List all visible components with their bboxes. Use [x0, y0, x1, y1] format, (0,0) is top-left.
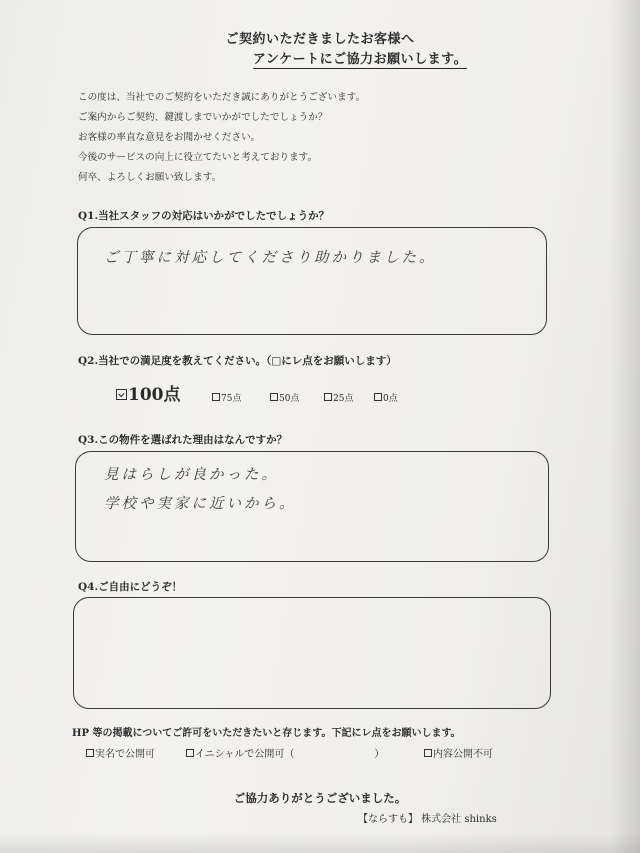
q3-handwritten-answer-line1: 見はらしが良かった。	[104, 467, 279, 483]
q4-label: Q4.ご自由にどうぞ！	[78, 581, 183, 593]
q3-handwritten-answer-line2: 学校や実家に近いから。	[104, 496, 297, 512]
checkbox-icon[interactable]	[424, 749, 432, 757]
q2-rating-options	[116, 383, 536, 405]
paper-shadow-bottom	[0, 833, 640, 853]
hp-option-real-name[interactable]	[86, 745, 155, 760]
intro-line: 今後のサービスの向上に役立てたいと考えております。	[78, 152, 318, 163]
q2-label: Q2.当社での満足度を教えてください。（□にレ点をお願いします）	[78, 355, 397, 367]
rating-label: 50点	[279, 394, 300, 404]
q1-label: Q1.当社スタッフの対応はいかがでしたでしょうか？	[78, 210, 330, 222]
hp-option-label: イニシャルで公開可（ ）	[195, 749, 385, 760]
rating-75[interactable]	[212, 386, 241, 405]
rating-100[interactable]	[116, 380, 181, 405]
thanks-text: ご協力ありがとうございました。	[233, 791, 407, 805]
checkbox-checked-icon[interactable]	[116, 389, 127, 400]
hp-permission-label: HP 等の掲載についてご許可をいただきたいと存じます。下記にレ点をお願いします。	[72, 728, 461, 739]
survey-title-line2-text: アンケートにご協力お願いします。	[252, 52, 468, 67]
hp-option-initials[interactable]	[186, 745, 384, 760]
checkbox-icon[interactable]	[212, 393, 220, 401]
intro-text	[78, 88, 365, 188]
rating-25[interactable]	[324, 386, 353, 405]
rating-label: 100点	[128, 385, 181, 405]
intro-line: お客様の率直な意見をお聞かせください。	[78, 132, 261, 143]
q4-answer-box[interactable]	[73, 597, 551, 709]
rating-50[interactable]	[270, 386, 299, 405]
rating-0[interactable]	[374, 386, 398, 405]
checkbox-icon[interactable]	[270, 393, 278, 401]
company-name: 【ならすも】 株式会社 shinks	[358, 814, 497, 825]
rating-label: 0点	[383, 394, 398, 404]
intro-line: ご案内からご契約、鍵渡しまでいかがでしたでしょうか？	[78, 112, 328, 123]
q1-handwritten-answer: ご丁寧に対応してくださり助かりました。	[104, 250, 437, 266]
hp-option-label: 内容公開不可	[433, 749, 493, 760]
intro-line: この度は、当社でのご契約をいただき誠にありがとうございます。	[78, 92, 366, 103]
rating-label: 25点	[333, 394, 354, 404]
survey-title-line1: ご契約いただきましたお客様へ	[225, 32, 415, 47]
hp-option-not-public[interactable]	[424, 745, 493, 760]
checkbox-icon[interactable]	[86, 749, 94, 757]
q3-answer-box[interactable]	[75, 451, 549, 562]
q1-answer-box[interactable]	[77, 227, 547, 335]
q3-label: Q3.この物件を選ばれた理由はなんですか？	[78, 434, 288, 446]
checkbox-icon[interactable]	[186, 749, 194, 757]
checkbox-icon[interactable]	[374, 393, 382, 401]
intro-line: 何卒、よろしくお願い致します。	[78, 172, 222, 183]
survey-title-line2	[40, 48, 640, 67]
rating-label: 75点	[221, 394, 242, 404]
checkbox-icon[interactable]	[324, 393, 332, 401]
paper-shadow-right	[610, 0, 640, 853]
hp-option-label: 実名で公開可	[95, 749, 155, 760]
